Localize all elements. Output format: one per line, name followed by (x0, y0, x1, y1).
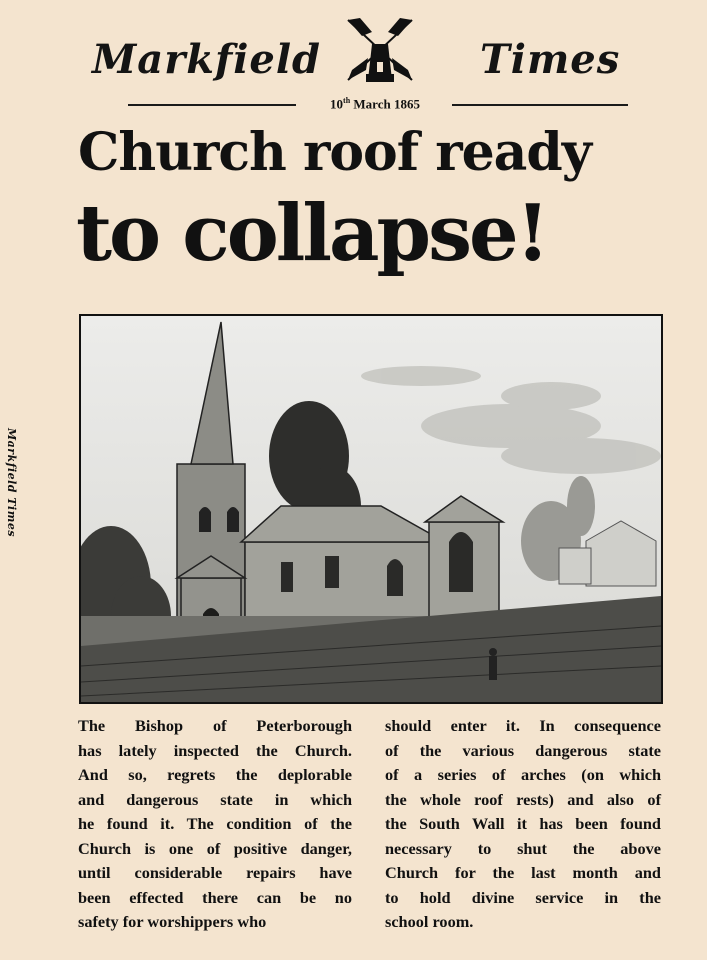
date-rest: March 1865 (350, 96, 420, 112)
article-line: and dangerous state in which (78, 789, 352, 809)
masthead-title-right: Times (480, 36, 621, 83)
church-engraving-image (79, 314, 663, 704)
article-line: to hold divine service in the (385, 887, 661, 907)
article-line: should enter it. In consequence (385, 716, 661, 735)
article-line: necessary to shut the above (385, 838, 661, 858)
article-line: The Bishop of Peterborough (78, 716, 352, 735)
article-line: the whole roof rests) and also of (385, 789, 661, 809)
headline-line-2: to collapse! (76, 188, 547, 279)
date-day: 10 (330, 96, 344, 112)
headline-line-1: Church roof ready (78, 122, 591, 183)
article-column-left (78, 714, 352, 935)
masthead-rule-left (128, 104, 296, 106)
article-line: been effected there can be no (78, 887, 352, 907)
article-line: he found it. The condition of the (78, 814, 352, 833)
article-line: school room. (385, 912, 474, 931)
article-line: And so, regrets the deplorable (78, 765, 352, 784)
article-line: of the various dangerous state (385, 740, 661, 760)
article-line: of a series of arches (on which (385, 765, 661, 784)
article-line: Church is one of positive danger, (78, 838, 352, 858)
masthead-title-left: Markfield (92, 36, 321, 83)
article-line: until considerable repairs have (78, 863, 352, 882)
article-line: Church for the last month and (385, 863, 661, 882)
article-line: has lately inspected the Church. (78, 740, 352, 760)
windmill-logo-icon (338, 14, 422, 86)
issue-date (300, 96, 450, 112)
article-line: safety for worshippers who (78, 912, 267, 931)
article-column-right (385, 714, 661, 935)
date-suffix: th (343, 96, 351, 105)
masthead-rule-right (452, 104, 628, 106)
side-label: Markfield Times (5, 428, 18, 538)
article-line: the South Wall it has been found (385, 814, 661, 833)
